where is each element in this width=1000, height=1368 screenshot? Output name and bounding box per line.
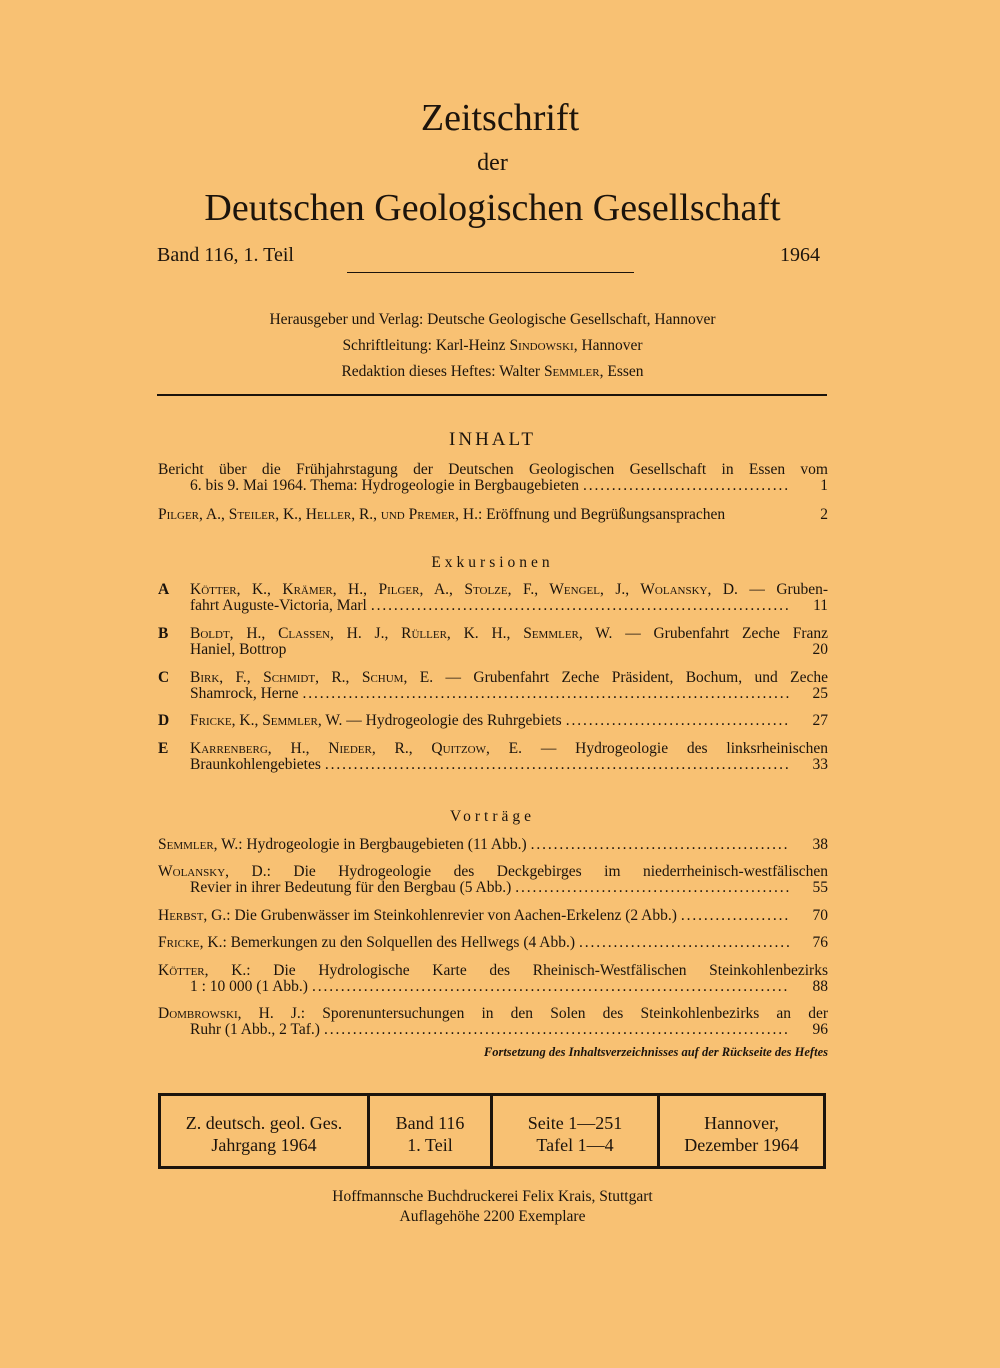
authors: Kötter, K.: [158,962,251,979]
toc-entry: A Kötter, K., Krämer, H., Pilger, A., Stolze, F., Wengel, J., Wolansky, D. — Gruben- fahrt Auguste-Victoria, Marl . . . 11 [158,582,828,614]
editor-name: Sindowski [509,337,574,354]
page-number: 27 [812,712,828,729]
authors: Wolansky, D.: [158,863,271,880]
toc-entry: D Fricke, K., Semmler, W. — Hydrogeologie des Ruhrgebiets . . . 27 [158,713,828,729]
excursion-letter: C [158,669,170,686]
band-number: Band 116, [157,244,239,266]
toc-entry: Dombrowski, H. J.: Sporenuntersuchungen in den Solen des Steinkohlenbezirks an der Ruhr (1 Abb., 2 Taf.) . . . 96 [158,1006,828,1038]
authors: Kötter, K., Krämer, H., Pilger, A., Stolze, F., Wengel, J., Wolansky, D. [190,581,738,598]
authors: Herbst, G.: [158,907,231,924]
issue-editor-name: Semmler [543,363,600,380]
issue-editor-line: Redaktion dieses Heftes: Walter Semmler, Essen [341,363,644,380]
citation-box [158,1093,826,1169]
publisher-line: Herausgeber und Verlag: Deutsche Geologische Gesellschaft, Hannover [269,311,716,328]
toc-entry: Semmler, W.: Hydrogeologie in Bergbaugebieten (11 Abb.) . . . 38 [158,837,828,853]
printer-name: Hoffmannsche Buchdruckerei Felix Krais, Stuttgart [332,1188,653,1205]
toc-entry: E Karrenberg, H., Nieder, R., Quitzow, E. — Hydrogeologie des linksrheinischen Braunkohlengebietes . . . 33 [158,741,828,773]
page-number: 76 [812,934,828,951]
excursion-letter: B [158,625,169,642]
volume-label [157,244,294,267]
toc-entry: Herbst, G.: Die Grubenwässer im Steinkohlenrevier von Aachen-Erkelenz (2 Abb.) . . . 70 [158,908,828,924]
talks-heading: Vorträge [449,808,536,825]
authors: Karrenberg, H., Nieder, R., Quitzow, E. [190,740,523,757]
page-number: 70 [812,907,828,924]
editor-line: Schriftleitung: Karl-Heinz Sindowski, Hannover [342,337,643,354]
citation-cell-pages: Seite 1—251 Tafel 1—4 [493,1096,660,1166]
toc-entry: Kötter, K.: Die Hydrologische Karte des Rheinisch-Westfälischen Steinkohlenbezirks 1 : 10 000 (1 Abb.) . . . 88 [158,963,828,995]
page-number: 88 [812,978,828,995]
authors: Boldt, H., Classen, H. J., Rüller, K. H., Semmler, W. [190,625,613,642]
printer-info [0,1187,985,1227]
year: 1964 [780,244,820,266]
excursions-heading: Exkursionen [431,554,554,571]
title-connector: der [477,150,508,176]
page-number: 1 [820,477,828,494]
toc-entry: Bericht über die Frühjahrstagung der Deutschen Geologischen Gesellschaft in Essen vom 6. bis 9. Mai 1964. Thema: Hydrogeologie in Bergbaugebieten . . . 1 [158,462,828,494]
main-divider [157,394,827,396]
page-number: 55 [812,879,828,896]
authors: Birk, F., Schmidt, R., Schum, E. [190,669,434,686]
toc-entry: B Boldt, H., Classen, H. J., Rüller, K. H., Semmler, W. — Grubenfahrt Zeche Franz Haniel, Bottrop 20 [158,625,828,658]
page-number: 25 [812,685,828,702]
contents-heading: INHALT [449,429,536,450]
journal-title: Zeitschrift [420,97,580,139]
excursion-letter: E [158,740,169,757]
citation-cell-journal: Z. deutsch. geol. Ges. Jahrgang 1964 [161,1096,370,1166]
page-number: 20 [812,641,828,658]
page-number: 2 [820,506,828,523]
citation-cell-volume: Band 116 1. Teil [370,1096,493,1166]
toc-entry: Wolansky, D.: Die Hydrogeologie des Deckgebirges im niederrheinisch-westfälischen Revier in ihrer Bedeutung für den Bergbau (5 Abb.) . . . 55 [158,864,828,896]
page-number: 11 [813,597,828,614]
page-number: 38 [812,836,828,853]
authors: Semmler, W.: [158,836,243,853]
toc-entry: Fricke, K.: Bemerkungen zu den Solquellen des Hellwegs (4 Abb.) . . . 76 [158,935,828,951]
authors: Dombrowski, H. J.: [158,1005,306,1022]
header-rule [347,272,634,273]
print-run: Auflagehöhe 2200 Exemplare [399,1208,586,1225]
society-name: Deutschen Geologischen Gesellschaft [204,187,781,229]
excursion-letter: A [158,581,170,598]
continuation-note: Fortsetzung des Inhaltsverzeichnisses auf der Rückseite des Heftes [483,1045,828,1059]
toc-entry: Pilger, A., Steiler, K., Heller, R., und Premer, H.: Eröffnung und Begrüßungsansprachen 2 [158,506,828,523]
page-number: 96 [812,1021,828,1038]
excursion-letter: D [158,712,170,729]
authors: Fricke, K., Semmler, W. [190,712,343,729]
teil-label: 1. Teil [243,244,294,266]
toc-entry: C Birk, F., Schmidt, R., Schum, E. — Grubenfahrt Zeche Präsident, Bochum, und Zeche Shamrock, Herne . . . 25 [158,670,828,702]
authors: Pilger, A., Steiler, K., Heller, R., und Premer, H.: [158,506,483,523]
page-number: 33 [812,756,828,773]
authors: Fricke, K.: [158,934,227,951]
citation-cell-place-date: Hannover, Dezember 1964 [684,1113,799,1155]
